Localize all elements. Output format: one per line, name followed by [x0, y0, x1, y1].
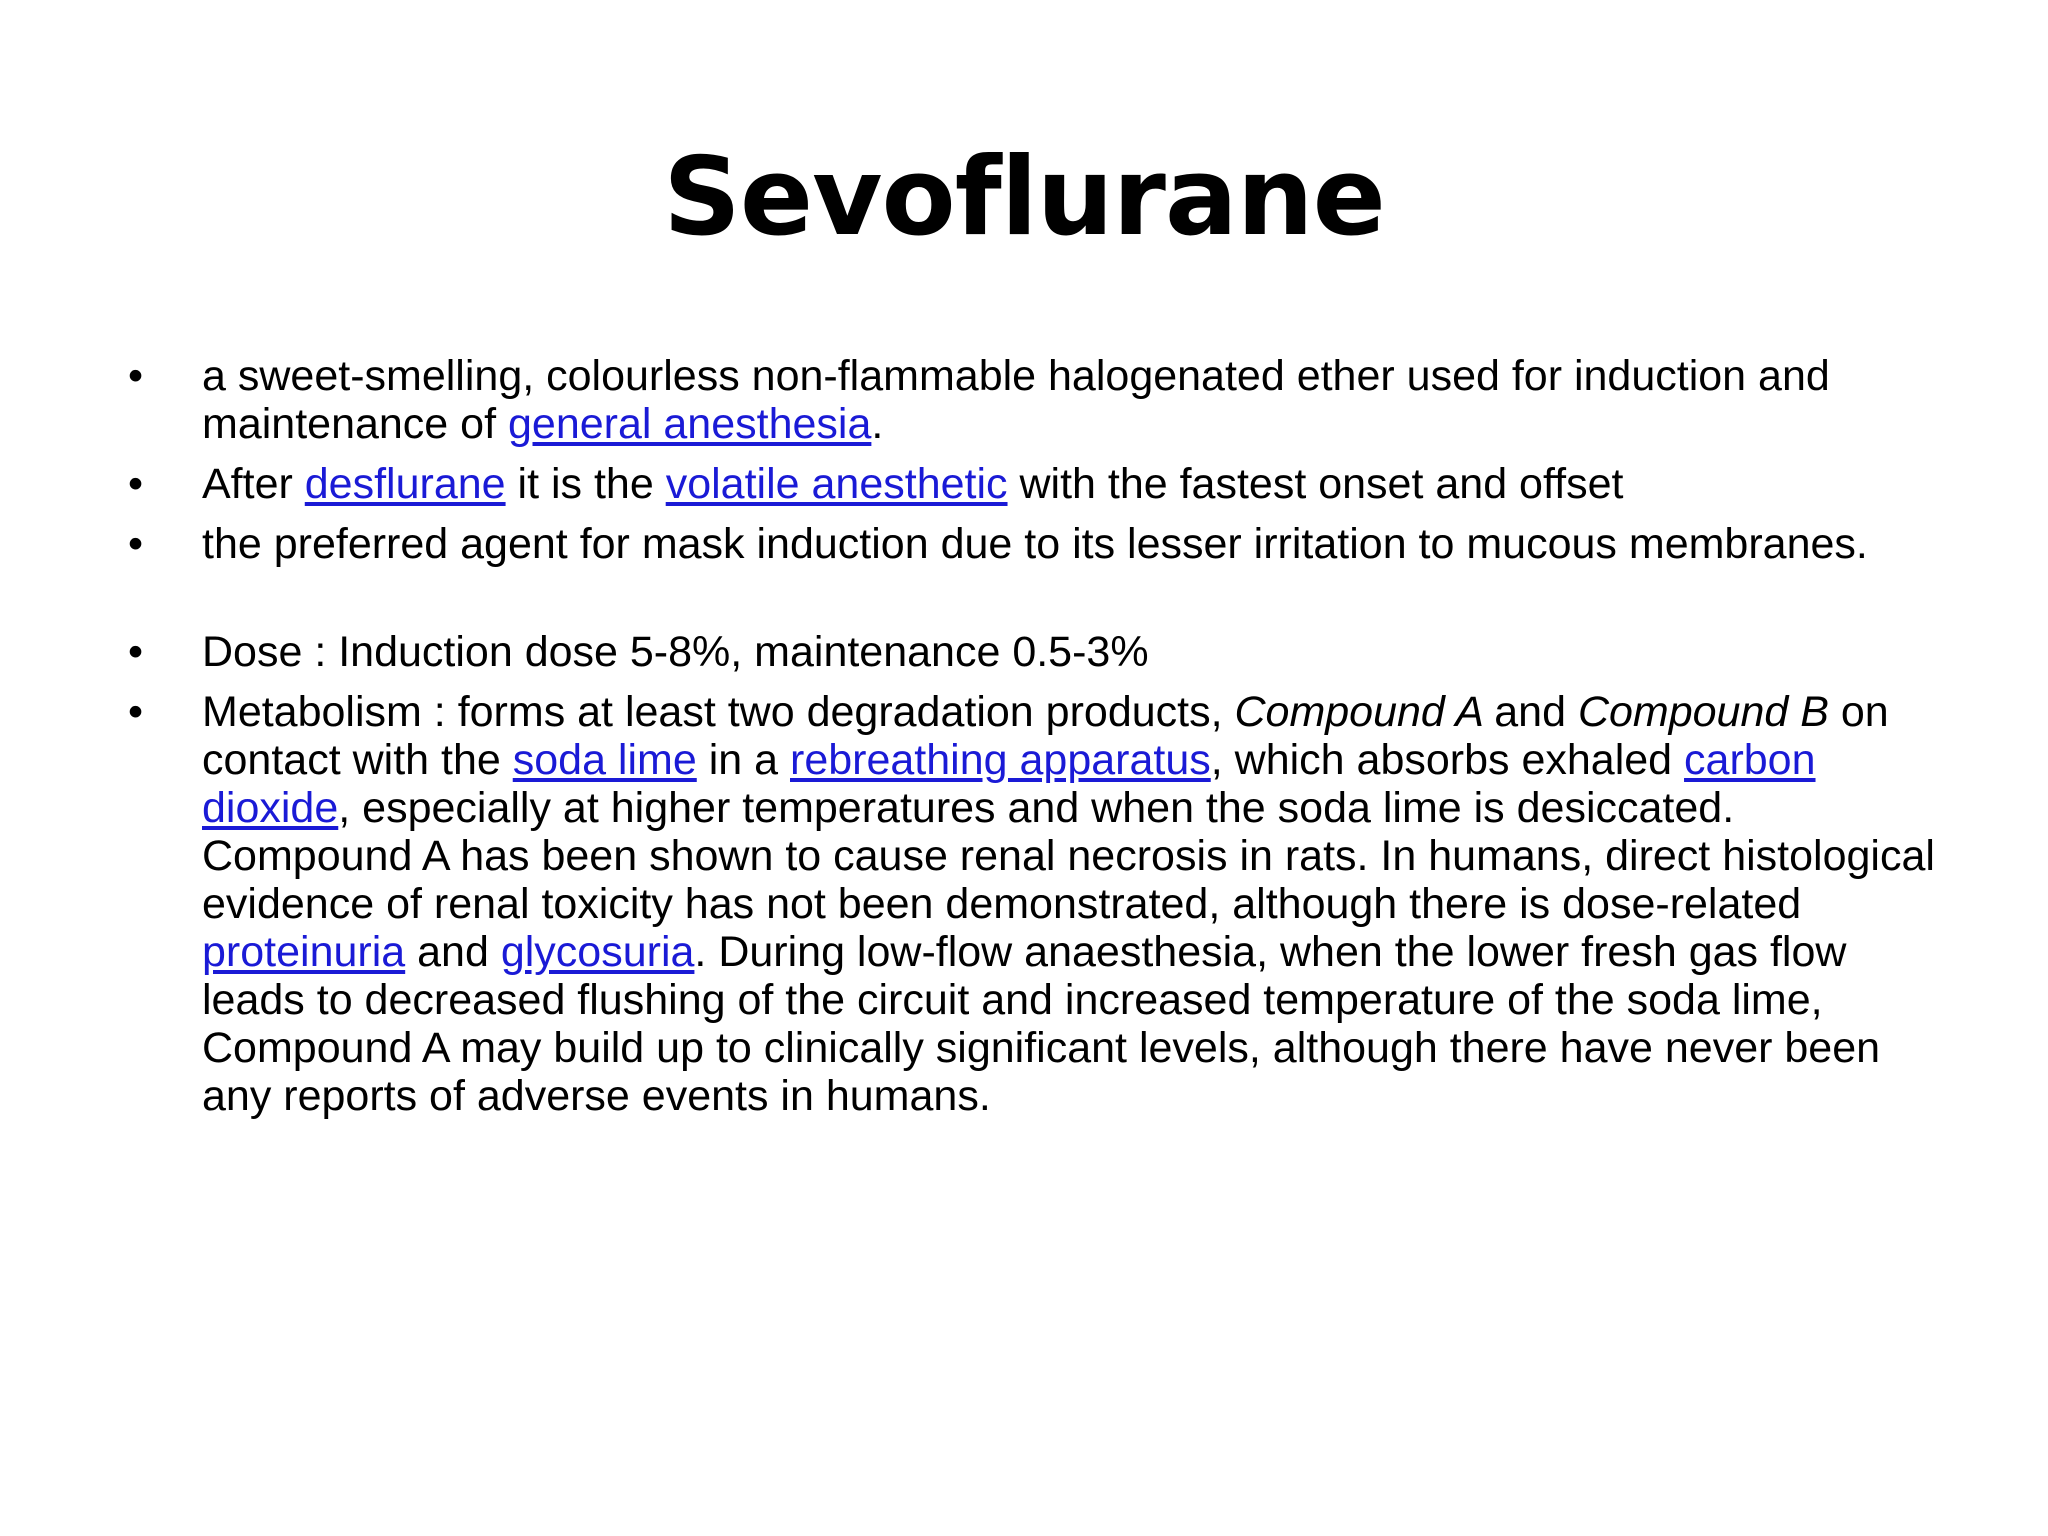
- link-proteinuria[interactable]: proteinuria: [202, 928, 406, 976]
- slide-title: Sevoflurane: [663, 135, 1385, 260]
- link-rebreathing-apparatus[interactable]: rebreathing apparatus: [790, 736, 1211, 784]
- link-carbon-dioxide[interactable]: carbon dioxide: [202, 736, 1816, 832]
- bullet-icon: •: [128, 460, 144, 508]
- link-volatile-anesthetic[interactable]: volatile anesthetic: [665, 460, 1008, 508]
- link-general-anesthesia[interactable]: general anesthesia: [507, 400, 872, 448]
- link-desflurane[interactable]: desflurane: [304, 460, 506, 508]
- bullet-item-dose: • Dose : Induction dose 5-8%, maintenance 0.5-3%: [128, 628, 1149, 676]
- bullet-icon: •: [128, 520, 144, 568]
- bullet-icon: •: [128, 688, 144, 736]
- bullet-icon: •: [128, 628, 144, 676]
- bullet-icon: •: [128, 352, 144, 400]
- bullet-item-description: • a sweet-smelling, colourless non-flammable halogenated ether used for induction and maintenance of general anesthesia.: [128, 352, 1830, 448]
- bullet-list: [128, 352, 1948, 1132]
- bullet-item-mask-induction: • the preferred agent for mask induction due to its lesser irritation to mucous membranes.: [128, 520, 1868, 568]
- link-glycosuria[interactable]: glycosuria: [500, 928, 695, 976]
- link-soda-lime[interactable]: soda lime: [512, 736, 697, 784]
- bullet-item-onset: • After desflurane it is the volatile anesthetic with the fastest onset and offset: [128, 460, 1624, 508]
- bullet-item-metabolism: • Metabolism : forms at least two degradation products, Compound A and Compound B on contact with the soda lime in a rebreathing apparatus, which absorbs exhaled carbon dioxide, especially at higher temperatures and when the soda lime is desiccated. Compound A has been shown to cause renal necrosis in rats. In humans, direct histological evidence of renal toxicity has not been demonstrated, although there is dose-related proteinuria and glycosuria. During low-flow anaesthesia, when the lower fresh gas flow leads to decreased flushing of the circuit and increased temperature of the soda lime, Compound A may build up to clinically significant levels, although there have never been any reports of adverse events in humans.: [128, 688, 1935, 1120]
